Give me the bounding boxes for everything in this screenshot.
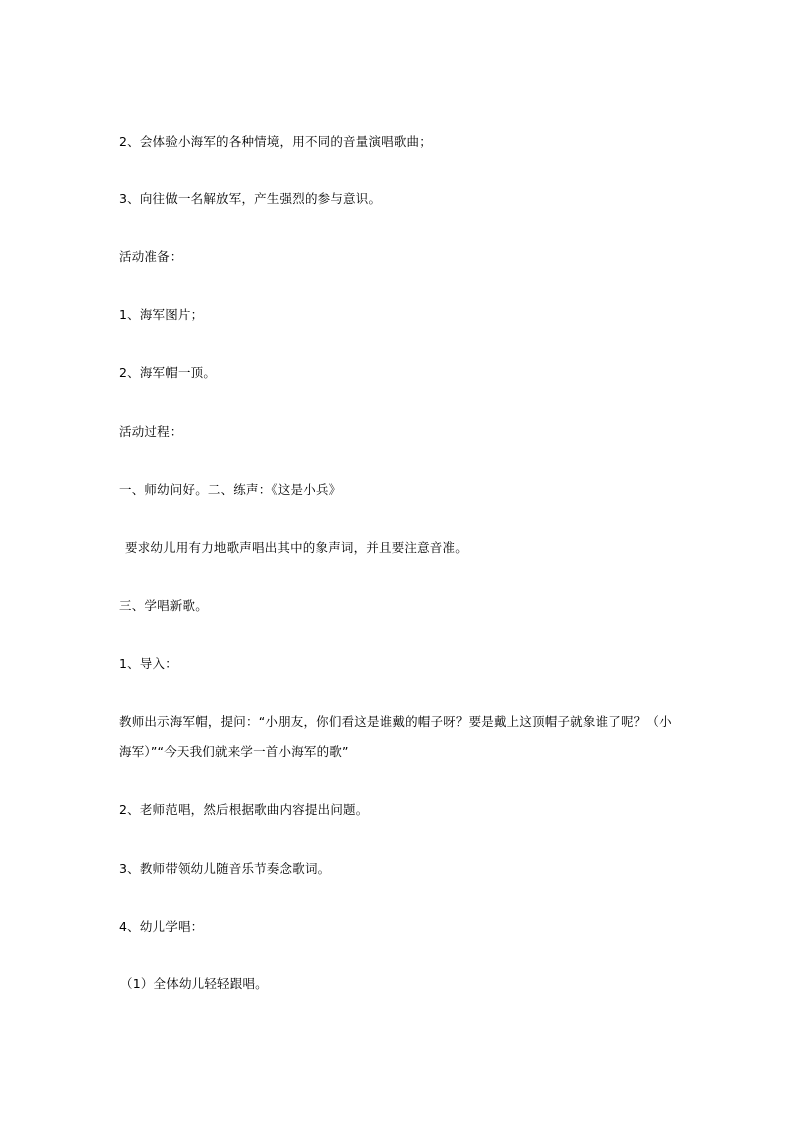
objective-2: 2、会体验小海军的各种情境，用不同的音量演唱歌曲； — [119, 134, 432, 149]
step-4-sub-1: （1）全体幼儿轻轻跟唱。 — [120, 976, 268, 991]
preparation-item-2: 2、海军帽一顶。 — [119, 365, 217, 380]
preparation-item-1: 1、海军图片； — [119, 307, 204, 322]
intro-paragraph: 教师出示海军帽，提问：“小朋友，你们看这是谁戴的帽子呀？要是戴上这顶帽子就象谁了呢？（小海军）”“今天我们就来学一首小海军的歌” — [119, 714, 672, 759]
vocal-requirement: 要求幼儿用有力地歌声唱出其中的象声词，并且要注意音准。 — [125, 540, 468, 555]
section-process-heading: 活动过程： — [119, 424, 183, 439]
step-3-item-3: 3、教师带领幼儿随音乐节奏念歌词。 — [119, 861, 331, 876]
process-step-1-2: 一、师幼问好。二、练声：《这是小兵》 — [119, 482, 342, 497]
process-step-3: 三、学唱新歌。 — [119, 598, 208, 613]
objective-3: 3、向往做一名解放军，产生强烈的参与意识。 — [119, 191, 382, 206]
step-3-item-4: 4、幼儿学唱： — [119, 919, 204, 934]
section-preparation-heading: 活动准备： — [119, 249, 183, 264]
step-3-item-2: 2、老师范唱，然后根据歌曲内容提出问题。 — [119, 802, 369, 817]
step-3-item-1: 1、导入： — [119, 656, 178, 671]
